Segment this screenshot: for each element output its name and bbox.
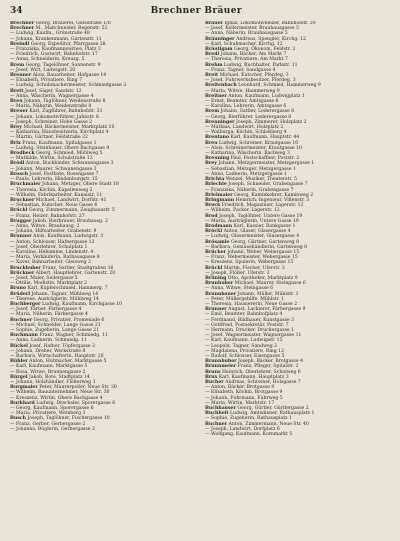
entry-details: Johann, Tagner, Mühlweg 14	[31, 291, 99, 297]
entry-details: — Joseph, Landwirt, Dorfplatz 6	[205, 426, 280, 432]
entry-details: Georg, Expeditor, Pfarrgasse 28	[30, 41, 106, 47]
entry-details: — Georg, Kaufmann, Sporergasse 6	[10, 406, 94, 412]
entry-surname: Brett	[10, 88, 24, 94]
entry-details: Johann, Metzgermeister, Metzgergasse 1	[218, 161, 315, 167]
entry-surname: Brösamle	[205, 239, 230, 245]
entry-details: — Theresia, Hausiererin, Neue Gasse 2	[205, 301, 298, 307]
entry-surname: Bruno	[10, 286, 27, 292]
entry-details: — Wilhelm, Bauunternehmer, Neue Str. 30	[10, 390, 110, 396]
entry-surname: Brey	[10, 125, 22, 131]
entry-details: — Joseph, Flößer, Uferstr. 3	[205, 270, 270, 276]
entry-details: Johann, Müller, Mühlstr. 1	[237, 291, 299, 297]
entry-surname: Brückl	[205, 265, 223, 271]
entry-details: — Rosa, Witwe, Brunnengasse 2	[10, 369, 86, 375]
entry-surname: Brunner	[205, 307, 227, 313]
entry-details: — Ernst, Beamter, Amtsgasse 6	[205, 99, 279, 105]
entry-details: — Anna, Ladnerin, Metzgergasse 1	[205, 171, 287, 177]
entry-surname: Bruckhuber	[10, 265, 41, 271]
entry-details: Johann, Bäcker, Am Markt 7	[220, 52, 287, 58]
entry-surname: Brosch	[10, 171, 29, 177]
entry-details: Josef, Hafner, Töpfergasse 3	[29, 343, 95, 349]
entry-details: — Barbara, Gemüsehändlerin, Gartenweg 8	[205, 244, 308, 250]
entry-details: Jakob, Bierbrauer, Brauhausg. 2	[32, 218, 108, 224]
entry-details: — Wilhelm, Fabrikarbeiter, Kanalstr. 11	[10, 192, 103, 198]
entry-details: — Ludwig, Schuhmachermeister, Schmiedgasse 3	[10, 83, 127, 89]
entry-surname: Bringmann	[205, 197, 235, 203]
entry-details: Georg, Gärtner, Gartenweg 8	[230, 239, 299, 245]
entry-surname: Bürgel	[10, 374, 28, 380]
entry-details: Wenzel, Musiker, Theaterstr. 5	[225, 177, 297, 183]
entry-surname: Brem	[10, 62, 25, 68]
entry-details: — Karl, Kaufmann, Marktgasse 5	[10, 364, 88, 370]
entry-surname: Brodmann	[205, 223, 233, 229]
entry-details: — Franziska, Näherin, Grabengasse 7	[205, 187, 294, 193]
entry-details: Josef, Postbote, Rosengasse 7	[29, 171, 99, 177]
entry-surname: Buchheit	[205, 411, 229, 417]
entry-details: — Anna, Wäscherin, Wagnergasse 4	[10, 93, 94, 99]
entry-details: — Johann, Maurer, Schwanengasse 3	[10, 166, 97, 172]
entry-details: — Friedrich, Gastwirt, Bahnhofstr. 17	[10, 52, 98, 58]
entry-details: Ludwig, Drechsler, Sporergasse 6	[36, 400, 116, 406]
entry-details: — Paula, Lehrerin, Hindenburgstr. 15	[10, 177, 98, 183]
entry-details: — Leopold, Tagner, Sandweg 2	[205, 343, 278, 349]
entry-details: — Maria, Verkäuferin, Rathausgasse 8	[10, 255, 100, 261]
entry-surname: Brichta	[205, 177, 225, 183]
entry-surname: Brücker	[205, 249, 226, 255]
entry-surname: Busch	[10, 416, 26, 422]
entry-details: — Josef, Färber, Färbergasse 4	[10, 307, 82, 313]
entry-details: Michael, Maurer, Steingasse 6	[234, 281, 306, 287]
entry-details: Joseph, Bäcker, Brotgasse 4	[238, 359, 304, 365]
entry-details: — Rudolf, Schlosser, Eisengasse 5	[205, 354, 285, 359]
entry-details: — Sophie, Zugeherin, Rathausplatz 1	[205, 416, 292, 422]
entry-details: Josef, Säger, Sandstr. 12	[24, 88, 82, 94]
entry-details: — Johann, Fuhrmann, Fuhrweg 5	[205, 395, 283, 401]
entry-details: — Martin, Gärtner, Feldstraße 22	[10, 135, 88, 141]
entry-details: — Kreszenz, Spulerin, Webergasse 15	[205, 260, 294, 266]
entry-details: — Kreszenz, Wirtin, Obere Bachgasse 4	[10, 395, 103, 401]
entry-surname: Buchberger	[10, 301, 41, 307]
entry-details: — Karl, Schuhmacher, Kirchg. 12	[205, 41, 283, 47]
entry-details: — Michael, Schneider, Lange Gasse 21	[10, 322, 101, 328]
entry-surname: Brunhuber	[205, 281, 234, 287]
entry-details: Peter, Maurerpolier, Neue Str. 30	[39, 385, 117, 391]
running-head: Brechner Bräuer	[150, 6, 242, 16]
entry-surname: Breuer	[10, 109, 28, 115]
entry-details: Andreas, Schreiner, Holzgasse 7	[225, 380, 301, 386]
entry-surname: Buchmann	[10, 333, 38, 339]
entry-surname: Breit	[205, 73, 219, 79]
entry-surname: Breuning	[205, 156, 230, 162]
entry-details: Ludwig, Kaufmann, Kirchgasse 10	[41, 301, 122, 307]
entry-details: M., Maßchneider, Regenstr. 52	[35, 26, 108, 32]
entry-details: — Magdalena, Privatiere, Ring 12	[205, 348, 285, 354]
entry-surname: Brenninger	[205, 119, 235, 125]
entry-surname: Bückel	[10, 343, 28, 349]
entry-details: — Barbara, Wirtschafterin, Hauptstr. 26	[10, 354, 104, 359]
entry-details: Alois, Bauarbeiter, Hofgasse 14	[32, 73, 107, 79]
entry-details: Friedrich, Magazinier, Lagerstr. 12	[221, 203, 304, 209]
entry-details: — Franz, Webermeister, Webergasse 15	[205, 255, 298, 261]
entry-details: — Katharina, Hausbesitzerin, Kirchplatz 4	[10, 130, 109, 136]
entry-details: — Josef, Maler, Seilergasse 5	[10, 275, 78, 281]
entry-details: — Ludwig, Glasermeister, Glasergasse 4	[205, 234, 300, 240]
entry-details: — Sophie, Zugeherin, Lange Gasse 21	[10, 327, 100, 333]
entry-surname: Brüderl	[10, 291, 30, 297]
entry-details: — Wolfgang, Kaufmann, Kornmarkt 5	[205, 432, 293, 438]
entry-details: — Maria, Wirtin, Marktstr. 17	[205, 400, 275, 406]
entry-details: — Karl, Kaufmann, Ludwigstr. 15	[205, 338, 283, 344]
entry-surname: Bröckl	[205, 229, 223, 235]
entry-details: — Theresia, Köchin, Kapellenweg 2	[10, 187, 93, 193]
entry-details: Karl, Zugführer, Bahnhofstr. 31	[29, 109, 103, 115]
entry-details: Karl, Kupferschmied, Hammerg. 7	[27, 286, 108, 292]
entry-surname: Briechle	[205, 182, 227, 188]
entry-details: — Katharina, Wäscherin, Bachweg 3	[205, 151, 290, 157]
entry-details: — Johann, Hilfsarbeiter, Grabenstr. 9	[10, 229, 97, 235]
entry-details: Georg, Kaminkehrer, Kaminweg 2	[234, 192, 314, 198]
entry-details: Joseph, Schneider, Grabengasse 7	[228, 182, 308, 188]
entry-details: — Elisabeth, Privatiere, Ring 7	[10, 78, 82, 84]
entry-surname: Brunner	[10, 234, 32, 240]
directory-columns	[10, 21, 392, 539]
entry-details: Andreas, Spengler, Kirchg. 12	[236, 36, 307, 42]
entry-details: — Ludwig, Kaufm., Grünstraße 48	[10, 31, 90, 37]
left-column	[10, 21, 196, 539]
entry-details: — Emil, Beamter, Bahnhofplatz 4	[205, 312, 283, 318]
entry-details: — Walburga, Köchin, Schloßberg 4	[205, 130, 287, 136]
entry-details: Ludwig, Schreiner, Krautgasse 10	[219, 140, 299, 146]
entry-surname: Breu	[205, 140, 218, 146]
entry-surname: Brugger	[10, 218, 32, 224]
entry-surname: Bräuer	[205, 21, 223, 26]
entry-surname: Bredl	[205, 52, 220, 58]
entry-surname: Bruckner	[10, 197, 35, 203]
entry-details: — Anton, Schlosser, Hafnergasse 12	[10, 239, 95, 245]
entry-surname: Bühler	[10, 359, 28, 365]
entry-details: — Franz, Gerber, Gerbergasse 2	[10, 421, 86, 427]
entry-details: Johann, Metzger, Obere Stadt 18	[42, 182, 119, 188]
entry-details: — Joseph, Schreiner, Hohe Gasse 2	[10, 119, 93, 125]
directory-entry	[10, 427, 196, 432]
entry-details: Franz, Wagner, Schmiedg. 11	[39, 333, 108, 339]
entry-surname: Bräuninger	[205, 36, 235, 42]
entry-surname: Brunnmeier	[205, 364, 237, 370]
entry-details: Michael, Kutscher, Pferdeg. 3	[219, 73, 289, 79]
entry-surname: Brückner	[10, 270, 35, 276]
entry-details: Jakob, Bote, Stadtplatz 14	[29, 374, 90, 380]
entry-details: Georg, Gürtler, Gürtlergasse 2	[237, 406, 309, 412]
entry-details: Georg, Ökonom, Feldstr. 2	[234, 47, 296, 53]
entry-details: — Johann, Lokomotivführer, Jahnstr. 6	[10, 114, 99, 120]
entry-surname: Brüning	[205, 275, 227, 281]
entry-details: Ludwig, Buchhalter, Parkstr. 11	[223, 62, 298, 68]
entry-surname: Bruckmaier	[10, 182, 41, 188]
entry-details: August, Lackierer, Färbergasse 9	[228, 307, 306, 313]
entry-details: Georg, Tagelöhner, Sonnenstr. 9	[25, 62, 101, 68]
entry-details: — Elisabeth, Köchin, Brotgasse 9	[205, 390, 283, 396]
directory-entry	[205, 432, 391, 437]
entry-surname: Burgmaier	[10, 385, 38, 391]
entry-details: Joseph, Zimmerer, Holzplatz 2	[236, 119, 307, 125]
entry-details: Martin, Fischer, Uferstr. 3	[223, 265, 285, 271]
entry-details: Karl, Kaufmann, Hauptstr. 44	[230, 135, 300, 141]
entry-surname: Breitenbach	[205, 83, 237, 89]
entry-surname: Brentano	[205, 135, 230, 141]
entry-details: — Anna, Ladnerin, Schmiedg. 11	[10, 338, 87, 344]
entry-details: — Theresia, Privatiere, Am Markt 7	[205, 57, 288, 63]
entry-details: Heinrich, Ingenieur, Villenstr. 3	[235, 197, 310, 203]
entry-details: Ludwig, Amtsdiener, Rathausplatz 1	[229, 411, 315, 417]
entry-details: — Mathias, Landwirt, Holzplatz 2	[205, 125, 284, 131]
entry-surname: Brunnbauer	[205, 291, 237, 297]
entry-details: — Josef, Oberlehrer, Schulplatz 1	[10, 244, 88, 250]
entry-details: — Sebastian, Metzger, Metzgergasse 1	[205, 166, 296, 172]
entry-surname: Breu	[10, 99, 23, 105]
entry-details: Albert, Hauptlehrer, Gartenstr. 20	[35, 270, 116, 276]
entry-details: — Gottfried, Postsekretär, Poststr. 7	[205, 322, 289, 328]
entry-details: Ignaz, Lokomotivheizer, Bahnhofstr. 39	[224, 21, 316, 26]
entry-details: — Ludwig, Steinhauer, Obere Bachgasse 9	[10, 145, 110, 151]
page-header	[10, 6, 392, 19]
entry-details: — Franziska, Kaufmannswitwe, Platz 3	[10, 47, 101, 53]
entry-details: — Peter, Müllergehilfe, Mühlstr. 1	[205, 296, 285, 302]
entry-details: — Anton, Bäcker, Brotgasse 9	[205, 385, 275, 391]
entry-details: — Johanna, Büglerin, Gerbergasse 2	[10, 426, 95, 432]
entry-details: — Ferdinand, Bildhauer, Kunstgasse 3	[205, 317, 295, 323]
entry-surname: Brielmaier	[205, 192, 233, 198]
entry-details: — Alois, Schreinermeister, Krautgasse 10	[205, 145, 302, 151]
entry-details: — Franz, Heizer, Bahnhofstr. 27	[10, 213, 85, 219]
entry-surname: Brey	[205, 161, 217, 167]
entry-details: — Franz, Tagner, Sandgasse 4	[205, 67, 276, 73]
entry-details: — Anna, Näherin, Brauhausgasse 5	[205, 31, 288, 37]
entry-details: Anton, Hutmacher, Marktgasse 5	[29, 359, 107, 365]
entry-surname: Brodbeck	[10, 151, 35, 157]
entry-details: Anton, Kaufmann, Ludwigplatz 1	[228, 93, 305, 99]
entry-details: — Maria, Privatiere, Weinberg 3	[10, 411, 86, 417]
entry-details: Georg, Brauerei, Gutsstraße 1/0	[35, 21, 111, 26]
entry-details: Otto, Apotheker, Marktplatz 9	[227, 275, 298, 281]
entry-surname: Brenner	[10, 73, 32, 79]
entry-details: Leonhard, Schmied, Hammerweg 9	[238, 83, 321, 89]
entry-details: — Josef, Kellermeister, Brauhausgasse 5	[205, 26, 299, 32]
entry-details: — Hermann, Drucker, Druckergasse 1	[205, 327, 295, 333]
right-column	[205, 21, 391, 539]
entry-details: — Josef, Fuhrwerksbesitzer, Pferdeg. 3	[205, 78, 296, 84]
entry-details: Johann, Sattler, Lederergasse 8	[220, 109, 295, 115]
entry-details: Georg, Privatier, Promenade 6	[33, 317, 105, 323]
entry-details: — Ottilie, Modistin, Marktplatz 2	[10, 281, 88, 287]
entry-details: Franz, Sattler, Stadtgraben 16	[42, 265, 114, 271]
entry-surname: Brod	[205, 213, 218, 219]
entry-details: — Maria, Näherin, Färbergasse 4	[10, 312, 88, 318]
entry-details: Joseph, Taglöhner, Fischergasse 10	[27, 416, 110, 422]
entry-surname: Brux	[205, 374, 218, 380]
entry-surname: Bruns	[205, 369, 221, 375]
entry-details: Michael, Bäckermeister, Marktplatz 10	[23, 125, 115, 131]
entry-surname: Bucher	[205, 380, 224, 386]
entry-details: — Josef, Wirt, Ludwigstr. 20	[10, 67, 76, 73]
entry-details: — Maria, Witwe, Hammerweg 9	[205, 88, 280, 94]
entry-details: Michael, Landwirt, Dorfstr. 41	[35, 197, 107, 203]
entry-details: Karl, Kassier, Bankgasse 1	[233, 223, 296, 229]
entry-details: — Therese, Austräglerin, Mühlweg 14	[10, 296, 99, 302]
entry-surname: Brechner	[10, 26, 35, 32]
entry-surname: Brechner	[10, 21, 35, 26]
entry-surname: Brödl	[10, 161, 25, 167]
entry-surname: Breitner	[205, 93, 227, 99]
entry-details: Franz, Pfleger, Spitalstr. 2	[237, 364, 299, 370]
entry-details: — Georg, Bierführer, Lederergasse 8	[205, 114, 292, 120]
entry-details: Anton, Glaser, Glasergasse 4	[223, 229, 291, 235]
entry-details: Anton, Zimmermann, Neue Str. 40	[228, 421, 309, 427]
entry-details: — Anna, Schneiderin, Kreuzg. 5	[10, 57, 85, 63]
entry-surname: Buchner	[205, 421, 228, 427]
entry-details: — Sebastian, Kutscher, Neue Gasse 6	[10, 203, 98, 209]
entry-surname: Brückl	[10, 208, 28, 214]
entry-details: — Maria, Austräglerin, Untere Gasse 19	[205, 218, 299, 224]
entry-surname: Burkhard	[10, 400, 35, 406]
entry-details: — Anna, Witwe, Steingasse 6	[205, 286, 274, 292]
entry-details: Franz, Kaufmann, Spitalgasse 1	[22, 140, 97, 146]
entry-surname: Brock	[205, 203, 221, 209]
entry-details: — Xaver, Bahnarbeiter, Gleisweg 3	[10, 260, 91, 266]
entry-details: Anton, Buchbinder, Schwanengasse 3	[25, 161, 114, 167]
entry-surname: Brunnhuber	[205, 359, 237, 365]
entry-details: — Maria, Näherin, Weidenstraße 8	[10, 104, 92, 110]
entry-details: — Johann, Dreher, Werkstraße 8	[10, 348, 86, 354]
entry-details: — Karoline, Hebamme, Lindenstr. 4	[10, 249, 94, 255]
entry-details: — Josef, Wagnermeister, Wagnergasse 11	[205, 333, 302, 339]
entry-surname: Brix	[10, 140, 21, 146]
page-number: 34	[10, 6, 23, 16]
entry-details: Joseph, Taglöhner, Untere Gasse 19	[219, 213, 303, 219]
entry-details: — Johann, Krankenmann, Gartenstr. 11	[10, 36, 102, 42]
entry-surname: Breindl	[10, 41, 30, 47]
entry-details: — Wilhelm, Packer, Lagerstr. 12	[205, 208, 280, 214]
entry-surname: Buchhauser	[205, 406, 236, 412]
entry-details: Karl, Kaufmann, Hauptplatz 3	[218, 374, 289, 380]
entry-surname: Brem	[205, 109, 220, 115]
entry-details: — Karolina, Lehrerin, Amtsgasse 6	[205, 104, 287, 110]
entry-details: — Anna, Witwe, Brauhausg. 2	[10, 223, 80, 229]
entry-surname: Brehm	[205, 62, 223, 68]
entry-details: Alois, Kaufmann, Ludwigstr. 3	[33, 234, 104, 240]
entry-details: Heinrich, Oberlehrer, Schulweg 6	[222, 369, 301, 375]
entry-surname: Bräutigam	[205, 47, 233, 53]
entry-details: Paul, Postschaffner, Poststr. 2	[230, 156, 300, 162]
entry-details: Johann, Taglöhner, Weidenstraße 8	[24, 99, 106, 105]
entry-details: — Johann, Holzhändler, Flößerweg 1	[10, 380, 96, 386]
entry-details: Georg, Zimmermann, Zeughausstr. 5	[28, 208, 115, 214]
entry-details: Georg, Schmied, Mühlweg 5	[36, 151, 103, 157]
entry-surname: Buchner	[10, 317, 33, 323]
entry-details: Johann, Weber, Webergasse 15	[227, 249, 300, 255]
entry-details: — Mathilde, Wirtin, Schulstraße 13	[10, 156, 93, 162]
